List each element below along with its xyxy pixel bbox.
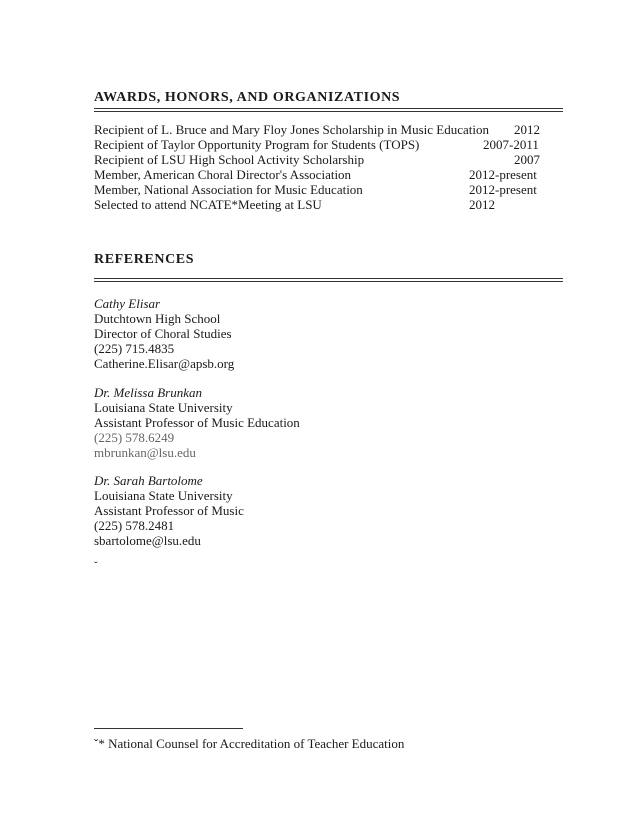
reference-phone: (225) 715.4835 xyxy=(94,341,175,356)
reference-title: Assistant Professor of Music xyxy=(94,503,244,518)
reference-name: Cathy Elisar xyxy=(94,296,161,311)
award-year: 2012-present xyxy=(469,182,537,197)
award-year: 2007 xyxy=(514,152,540,167)
award-label: Recipient of LSU High School Activity Scholarship xyxy=(94,152,365,167)
reference-name: Dr. Sarah Bartolome xyxy=(94,473,203,488)
award-label: Selected to attend NCATE*Meeting at LSU xyxy=(94,197,322,212)
reference-phone: (225) 578.6249 xyxy=(94,430,175,445)
awards-heading: AWARDS, HONORS, AND ORGANIZATIONS xyxy=(94,90,401,105)
reference-email[interactable]: mbrunkan@lsu.edu xyxy=(94,445,196,460)
award-year: 2012 xyxy=(469,197,495,212)
award-label: Member, American Choral Director's Association xyxy=(94,167,352,182)
awards-divider-2 xyxy=(94,111,563,112)
award-year: 2007-2011 xyxy=(483,137,539,152)
footnote-text: ˇ* National Counsel for Accreditation of Teacher Education xyxy=(94,736,405,751)
footnote-divider xyxy=(94,728,243,729)
reference-title: Director of Choral Studies xyxy=(94,326,232,341)
reference-email[interactable]: sbartolome@lsu.edu xyxy=(94,533,201,548)
reference-entry xyxy=(94,473,244,548)
award-row xyxy=(94,182,543,198)
references-divider-2 xyxy=(94,281,563,282)
reference-org: Louisiana State University xyxy=(94,488,233,503)
footnote-marker: ˇ xyxy=(94,560,98,572)
award-year: 2012-present xyxy=(469,167,537,182)
awards-divider xyxy=(94,108,563,109)
award-year: 2012 xyxy=(514,122,540,137)
reference-phone: (225) 578.2481 xyxy=(94,518,175,533)
references-heading: REFERENCES xyxy=(94,252,195,267)
reference-org: Louisiana State University xyxy=(94,400,233,415)
reference-title: Assistant Professor of Music Education xyxy=(94,415,300,430)
award-row xyxy=(94,122,543,138)
reference-email[interactable]: Catherine.Elisar@apsb.org xyxy=(94,356,235,371)
reference-entry xyxy=(94,385,300,460)
award-row xyxy=(94,197,543,213)
award-row xyxy=(94,167,543,183)
reference-org: Dutchtown High School xyxy=(94,311,221,326)
award-label: Recipient of Taylor Opportunity Program for Students (TOPS) xyxy=(94,137,420,152)
award-row xyxy=(94,137,543,153)
reference-name: Dr. Melissa Brunkan xyxy=(94,385,202,400)
reference-entry xyxy=(94,296,234,371)
award-label: Member, National Association for Music Education xyxy=(94,182,363,197)
award-label: Recipient of L. Bruce and Mary Floy Jones Scholarship in Music Education xyxy=(94,122,489,137)
award-row xyxy=(94,152,543,168)
references-divider xyxy=(94,278,563,279)
